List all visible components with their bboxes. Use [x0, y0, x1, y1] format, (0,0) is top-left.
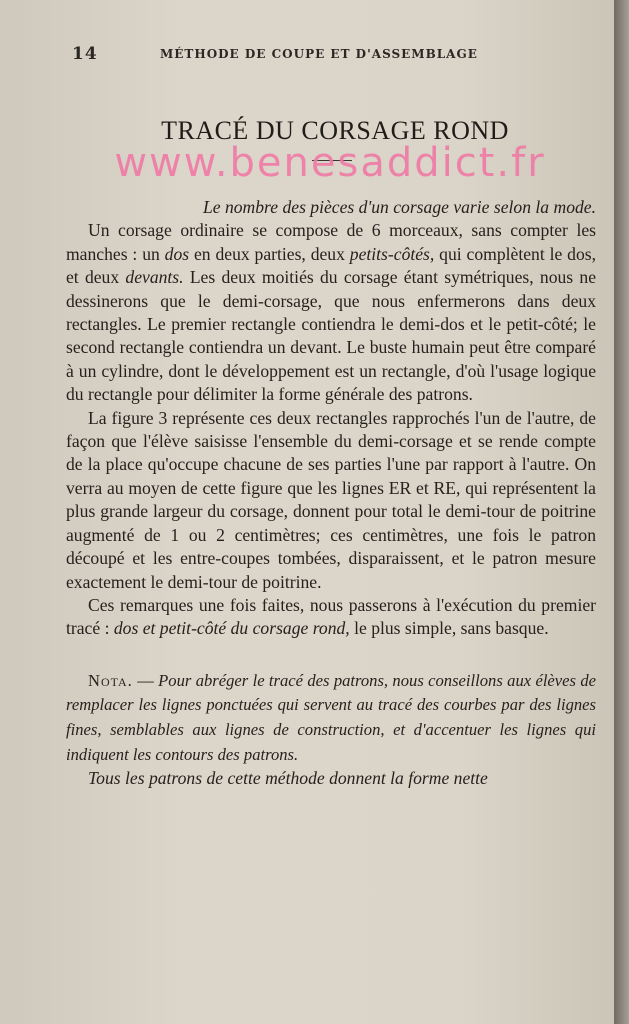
book-spine — [614, 0, 629, 1024]
lead-sentence: Le nombre des pièces d'un corsage varie selon la mode. — [202, 197, 596, 217]
last-line-text: Tous les patrons de cette méthode donnent la forme nette — [88, 768, 488, 789]
p3-text-c: le plus simple, sans basque. — [349, 618, 549, 639]
chapter-title: TRACÉ DU CORSAGE ROND — [161, 116, 509, 145]
nota-label: Nota. — [88, 670, 133, 690]
p3-text-a: Ces remarques une fois faites, nous passerons à l'exécution du premier tracé : — [66, 594, 596, 639]
p1-italic-devants: devants. — [125, 267, 184, 288]
p1-italic-dos: dos — [164, 243, 190, 264]
p1-italic-petits-cotes: petits-côtés, — [349, 243, 435, 264]
running-title: MÉTHODE DE COUPE ET D'ASSEMBLAGE — [160, 47, 478, 61]
body-text — [66, 196, 596, 791]
nota-dash: — — [132, 670, 159, 690]
nota-text: Pour abréger le tracé des patrons, nous conseillons aux élèves de remplacer les lignes ponctuées qui servent au tracé des courbes par des lignes fines, semblables aux lignes de construction, et d'accentuer les lignes qui indiquent les contours des patrons. — [66, 670, 597, 764]
watermark: www.benesaddict.fr — [114, 140, 546, 186]
paragraph-1 — [66, 219, 596, 406]
paragraph-2: La figure 3 représente ces deux rectangles rapprochés l'un de l'autre, de façon que l'élève saisisse l'ensemble du demi-corsage et se rende compte de la place qu'occupe chacune de ses parties l'une par rapport à l'autre. On verra au moyen de cette figure que les lignes ER et RE, qui représentent la plus grande largeur du corsage, donnent pour total le demi-tour de poitrine augmenté de 1 ou 2 centimètres; ces centimètres, une fois le patron découpé et les entre-coupes tombées, disparaissent, et le patron mesure exactement le demi-tour de poitrine. — [66, 407, 596, 592]
p1-text-e: qui complètent le dos, et deux — [66, 243, 596, 288]
page-number: 14 — [72, 44, 98, 64]
p1-text-g: Les deux moitiés du corsage étant symétriques, nous ne dessinerons que le demi-corsage, que nous enfermerons dans deux rectangles. Le premier rectangle contiendra le demi-dos et le petit-côté; le second rectangle contiendra un devant. Le buste humain peut être comparé à un cylindre, dont le développement est un rectangle, d'où l'usage logique du rectangle pour délimiter la forme générale des patrons. — [66, 267, 596, 405]
paragraph-3 — [66, 594, 596, 641]
last-line — [66, 767, 596, 790]
nota-paragraph — [66, 669, 596, 767]
p3-italic: dos et petit-côté du corsage rond, — [113, 618, 350, 639]
p1-text-a: Un corsage ordinaire se compose de 6 morceaux, sans compter les manches : un — [66, 220, 596, 264]
p1-text-c: en deux parties, deux — [189, 243, 350, 264]
